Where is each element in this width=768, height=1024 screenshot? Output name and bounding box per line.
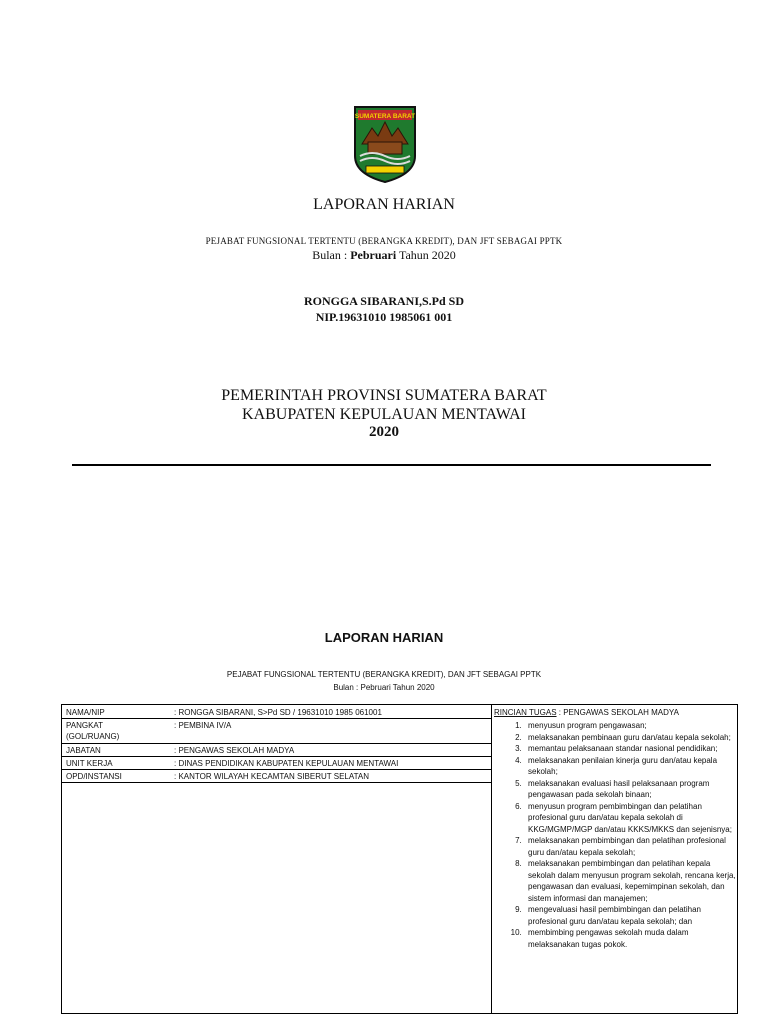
field-label: PANGKAT (GOL/RUANG) (66, 721, 120, 741)
cover-subtitle: PEJABAT FUNGSIONAL TERTENTU (BERANGKA KREDIT), DAN JFT SEBAGAI PPTK (205, 236, 563, 246)
cover-month-line (0, 248, 768, 263)
table-row (62, 769, 491, 783)
logo-banner-text: SUMATERA BARAT (354, 113, 416, 120)
task-list (494, 720, 736, 950)
table-row (62, 756, 491, 770)
field-label: NAMA/NIP (66, 708, 105, 717)
field-label: OPD/INSTANSI (66, 772, 122, 781)
table-row (62, 705, 491, 719)
field-label: UNIT KERJA (66, 759, 113, 768)
section-title: LAPORAN HARIAN (324, 630, 444, 645)
list-item: 1. menyusun program pengawasan; (524, 720, 736, 732)
gov-line-2: KABUPATEN KEPULAUAN MENTAWAI (242, 406, 526, 423)
task-heading-label: RINCIAN TUGAS (494, 708, 557, 717)
field-value: : KANTOR WILAYAH KECAMTAN SIBERUT SELATAN (174, 772, 369, 781)
list-item: 9. mengevaluasi hasil pembimbingan dan pelatihan profesional guru dan/atau kepala sekolah; dan (524, 904, 736, 927)
field-value: : PENGAWAS SEKOLAH MADYA (174, 746, 295, 755)
field-value: : PEMBINA IV/A (174, 721, 232, 730)
cover-name: RONGGA SIBARANI,S.Pd SD (303, 294, 465, 308)
gov-line-1: PEMERINTAH PROVINSI SUMATERA BARAT (221, 387, 547, 404)
list-item: 5. melaksanakan evaluasi hasil pelaksanaan program pengawasan pada sekolah binaan; (524, 778, 736, 801)
list-item: 7. melaksanakan pembimbingan dan pelatihan profesional guru dan/atau kepala sekolah; (524, 835, 736, 858)
table-row (62, 718, 491, 744)
field-value: : DINAS PENDIDIKAN KABUPATEN KEPULAUAN MENTAWAI (174, 759, 399, 768)
table-row (62, 743, 491, 757)
list-item: 6. menyusun program pembimbingan dan pelatihan profesional guru dan/atau kepala sekolah di KKG/MGMP/MGP dan/atau KKKS/MKKS dan sejenisnya; (524, 801, 736, 836)
list-item: 4. melaksanakan penilaian kinerja guru dan/atau kepala sekolah; (524, 755, 736, 778)
identity-table (61, 704, 738, 1014)
task-details (494, 707, 736, 950)
month-prefix: Bulan : (312, 248, 351, 262)
field-value: : RONGGA SIBARANI, S>Pd SD / 19631010 1985 061001 (174, 708, 382, 717)
month-suffix: Tahun 2020 (396, 248, 456, 262)
column-divider (491, 705, 492, 1013)
field-label: JABATAN (66, 746, 101, 755)
section-subtitle: PEJABAT FUNGSIONAL TERTENTU (BERANGKA KREDIT), DAN JFT SEBAGAI PPTK (226, 670, 542, 679)
list-item: 8. melaksanakan pembimbingan dan pelatihan kepala sekolah dalam menyusun program sekolah, rencana kerja, pengawasan dan evaluasi, kepemimpinan sekolah, dan sistem informasi dan manajemen; (524, 858, 736, 904)
section-month-line: Bulan : Pebruari Tahun 2020 (333, 683, 435, 692)
cover-year: 2020 (369, 424, 399, 440)
month-value: Pebruari (350, 248, 397, 262)
task-heading (494, 707, 736, 718)
sumatera-barat-logo (352, 104, 418, 184)
cover-title: LAPORAN HARIAN (313, 196, 455, 213)
list-item: 10. membimbing pengawas sekolah muda dalam melaksanakan tugas pokok. (524, 927, 736, 950)
cover-nip: NIP.19631010 1985061 001 (315, 310, 453, 324)
task-heading-value: : PENGAWAS SEKOLAH MADYA (556, 708, 679, 717)
horizontal-divider (72, 464, 711, 466)
list-item: 2. melaksanakan pembinaan guru dan/atau kepala sekolah; (524, 732, 736, 744)
list-item: 3. memantau pelaksanaan standar nasional pendidikan; (524, 743, 736, 755)
cover-government (0, 386, 768, 424)
